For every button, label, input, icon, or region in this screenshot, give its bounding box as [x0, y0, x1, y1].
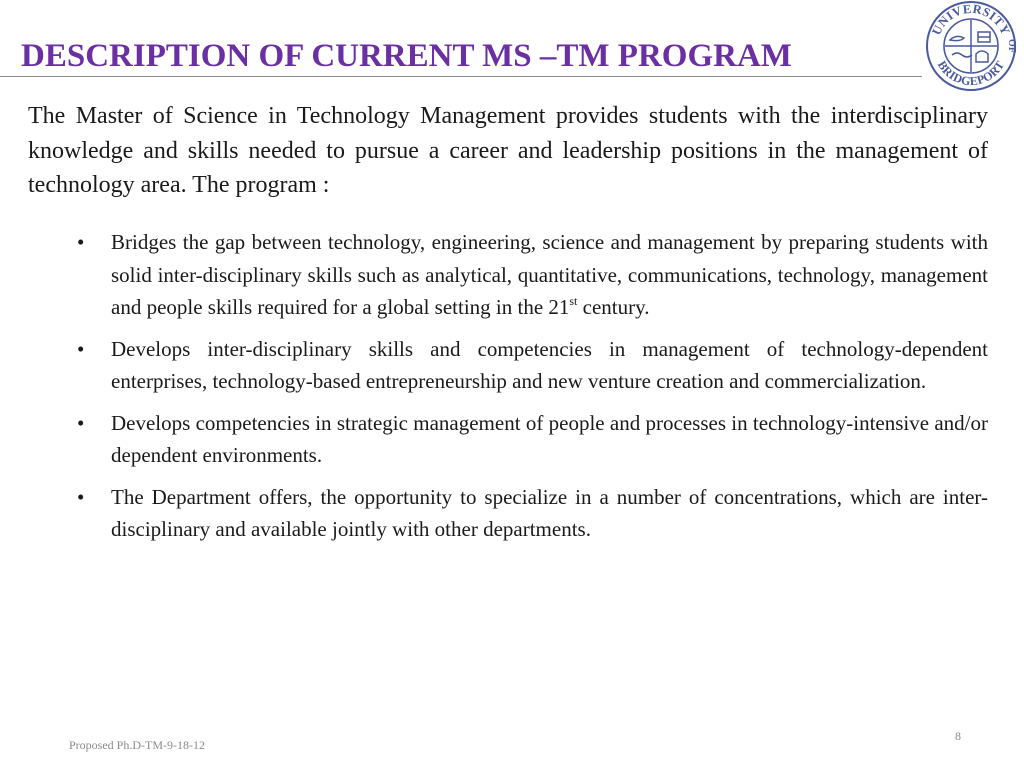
- bullet-marker: •: [77, 484, 85, 509]
- bullet-marker: •: [77, 410, 85, 435]
- intro-paragraph: The Master of Science in Technology Management provides students with the interdisciplinary knowledge and skills needed to pursue a career and leadership positions in the management of technology area. The program :: [28, 103, 988, 198]
- bullet-text-end: century.: [577, 295, 650, 319]
- superscript-st: st: [569, 294, 578, 308]
- bullet-text: The Department offers, the opportunity to specialize in a number of concentrations, which are inter-disciplinary and available jointly with other departments.: [111, 484, 988, 541]
- seal-text-top: UNIVERSITY: [929, 1, 1013, 38]
- bullet-marker: •: [77, 336, 85, 361]
- title-divider: [0, 76, 922, 77]
- bullet-text: Bridges the gap between technology, engineering, science and management by preparing students with solid inter-disciplinary skills such as analytical, quantitative, communications, technology, management and people skills required for a global setting in the 21: [111, 230, 988, 319]
- seal-text-bottom: BRIDGEPORT: [934, 58, 1008, 89]
- seal-text-of: OF: [1006, 39, 1017, 53]
- page-number: 8: [955, 729, 961, 743]
- bullet-text: Develops competencies in strategic management of people and processes in technology-intensive and/or dependent environments.: [111, 410, 988, 467]
- seal-emblem: [945, 20, 997, 72]
- bullet-item-strategic: [77, 407, 988, 472]
- bullet-item-bridges: [77, 226, 988, 324]
- bullet-item-concentrations: [77, 481, 988, 546]
- slide-title: DESCRIPTION OF CURRENT MS –TM PROGRAM: [21, 38, 792, 74]
- bullet-item-interdisciplinary: [77, 333, 988, 398]
- footer-text: Proposed Ph.D-TM-9-18-12: [69, 738, 205, 752]
- bullet-marker: •: [77, 230, 85, 254]
- program-bullet-list: [0, 226, 1024, 555]
- bullet-text: Develops inter-disciplinary skills and competencies in management of technology-dependent enterprises, technology-based entrepreneurship and new venture creation and commercialization.: [111, 336, 988, 393]
- university-seal-icon: [918, 0, 1024, 92]
